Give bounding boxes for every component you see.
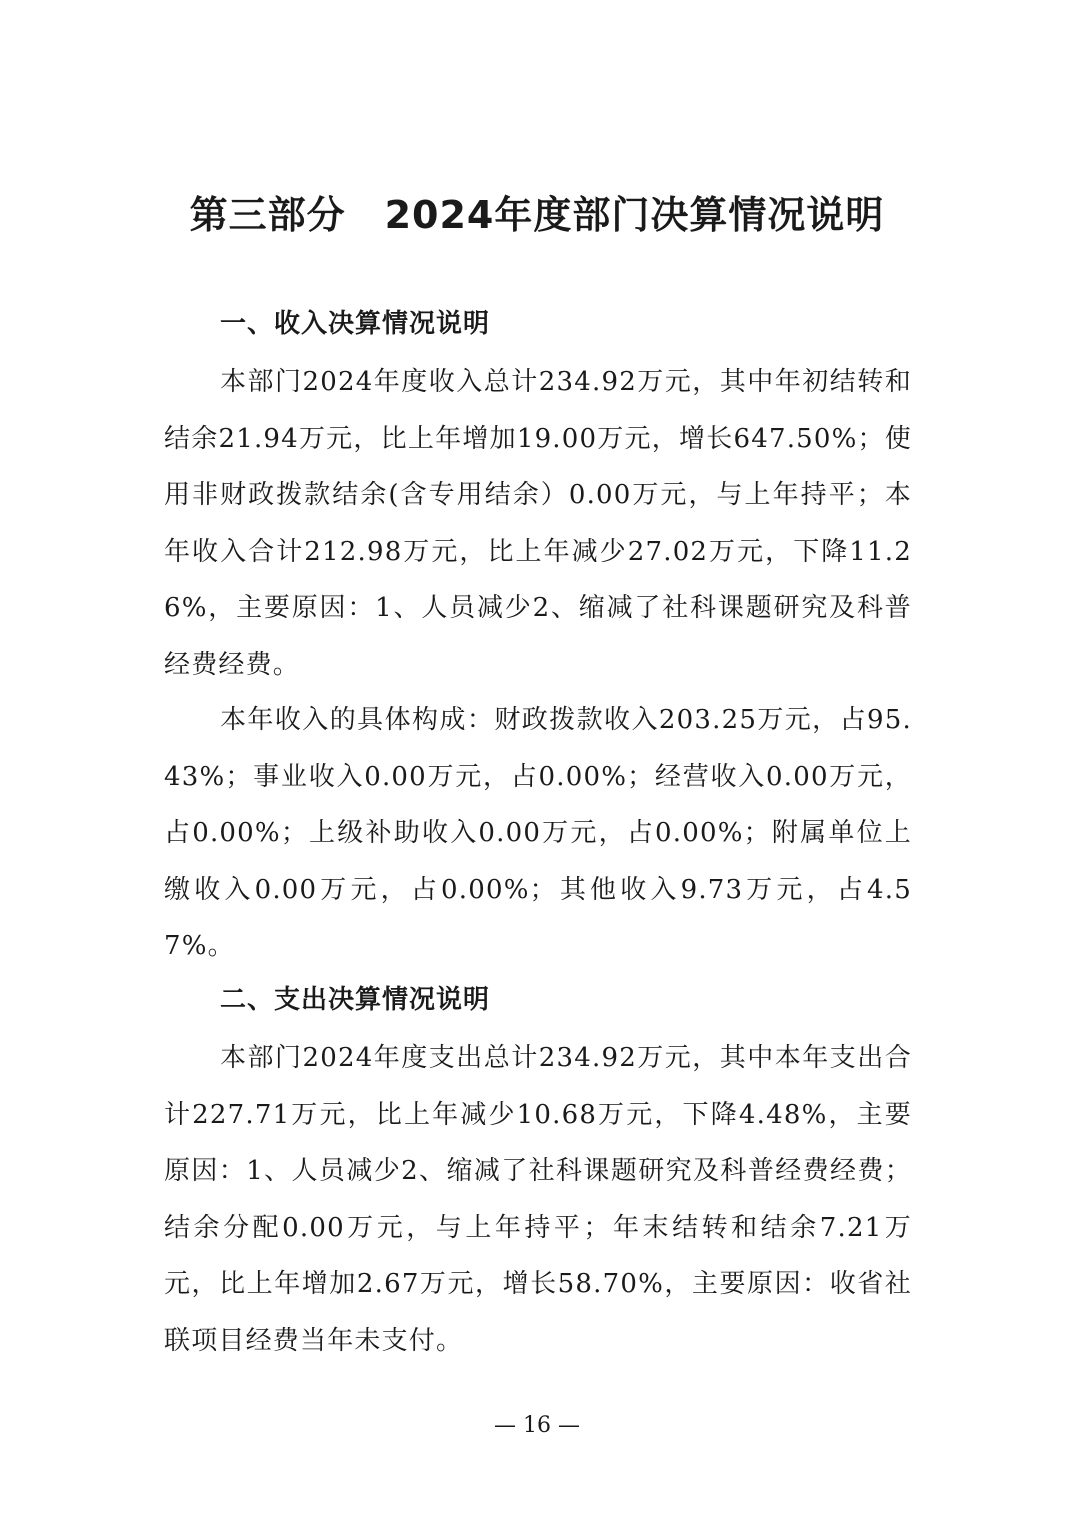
paragraph-income-composition: 本年收入的具体构成：财政拨款收入203.25万元，占95.43%；事业收入0.00万元，占0.00%；经营收入0.00万元，占0.00%；上级补助收入0.00万元，占0.00%；附属单位上缴收入0.00万元，占0.00%；其他收入9.73万元，占4.57%。 [164,705,912,961]
page-number: — 16 — [494,1413,580,1438]
page-title: 第三部分 2024年度部门决算情况说明 [189,193,885,237]
section-heading-income: 一、收入决算情况说明 [220,309,491,339]
section-heading-expenditure: 二、支出决算情况说明 [220,985,491,1015]
paragraph-expenditure-total: 本部门2024年度支出总计234.92万元，其中本年支出合计227.71万元，比上年减少10.68万元，下降4.48%，主要原因：1、人员减少2、缩减了社科课题研究及科普经费经费；结余分配0.00万元，与上年持平；年末结转和结余7.21万元，比上年增加2.67万元，增长58.70%，主要原因：收省社联项目经费当年未支付。 [164,1043,912,1356]
paragraph-income-total: 本部门2024年度收入总计234.92万元，其中年初结转和结余21.94万元，比上年增加19.00万元，增长647.50%；使用非财政拨款结余(含专用结余）0.00万元，与上年持平；本年收入合计212.98万元，比上年减少27.02万元，下降11.26%，主要原因：1、人员减少2、缩减了社科课题研究及科普经费经费。 [164,367,912,680]
